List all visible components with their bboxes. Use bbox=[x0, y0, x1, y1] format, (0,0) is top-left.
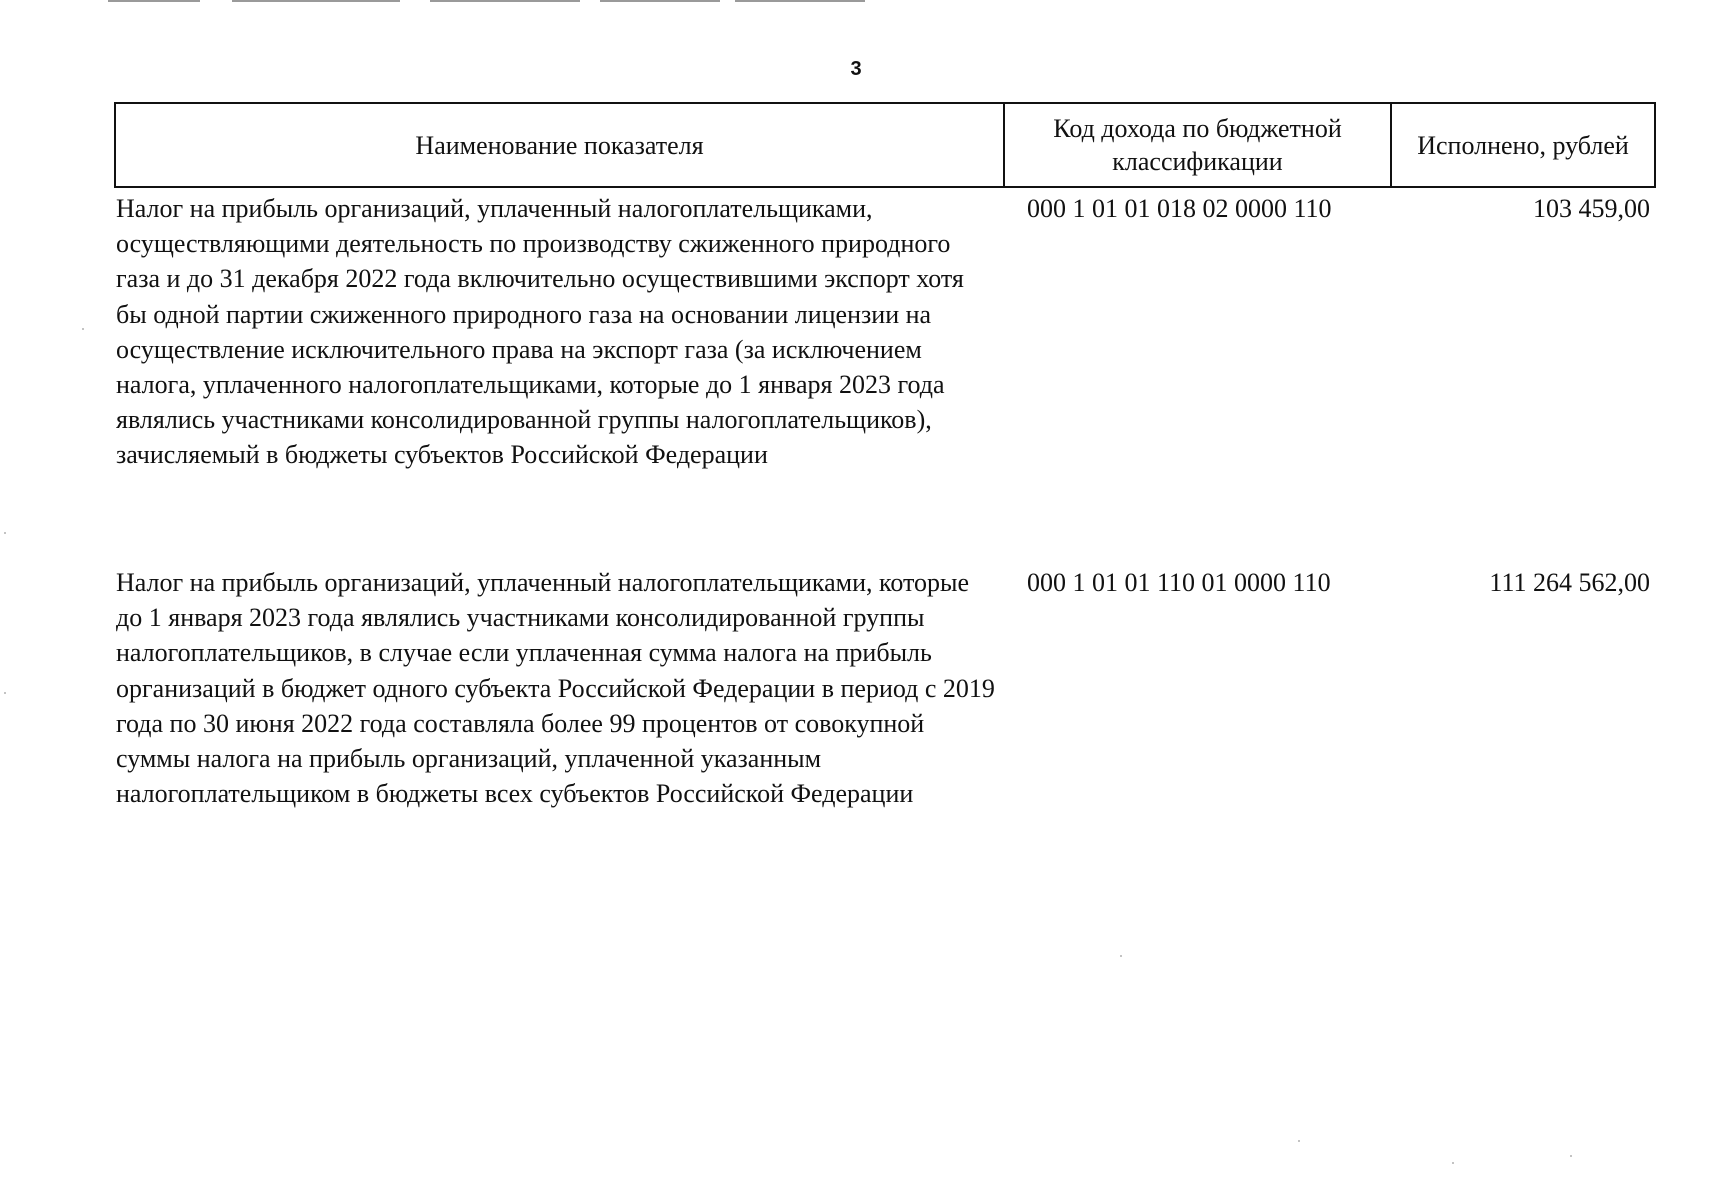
executed-amount-cell: 103 459,00 bbox=[1533, 194, 1650, 223]
header-indicator-name: Наименование показателя bbox=[116, 104, 1005, 186]
header-executed-rubles: Исполнено, рублей bbox=[1417, 130, 1629, 160]
header-income-code: Код дохода по бюджетной классификации bbox=[1005, 104, 1392, 186]
scan-artifact-line bbox=[108, 0, 200, 2]
scan-artifact-line bbox=[430, 0, 580, 2]
scan-speck bbox=[4, 532, 6, 534]
table-header bbox=[114, 102, 1656, 188]
executed-amount-cell: 111 264 562,00 bbox=[1489, 568, 1650, 597]
scan-speck bbox=[4, 692, 6, 694]
indicator-name-cell: Налог на прибыль организаций, уплаченный налогоплательщиками, которые до 1 января 2023 года являлись участниками консолидированной группы налогоплательщиков, в случае если уплаченная сумма налога на прибыль организаций в бюджет одного субъекта Российской Федерации в период с 2019 года по 30 июня 2022 года составляла более 99 процентов от совокупной суммы налога на прибыль организаций, уплаченной указанным налогоплательщиком в бюджеты всех субъектов Российской Федерации bbox=[116, 568, 995, 809]
income-code-cell: 000 1 01 01 018 02 0000 110 bbox=[1027, 194, 1332, 223]
income-code-cell: 000 1 01 01 110 01 0000 110 bbox=[1027, 568, 1331, 597]
scan-speck bbox=[82, 328, 84, 330]
scan-speck bbox=[1120, 955, 1122, 957]
scan-artifact-line bbox=[735, 0, 865, 2]
scan-speck bbox=[1452, 1162, 1454, 1164]
page-number: 3 bbox=[850, 58, 862, 80]
scan-speck bbox=[1298, 1140, 1300, 1142]
scan-artifact-line bbox=[600, 0, 720, 2]
scan-speck bbox=[1570, 1155, 1572, 1157]
scan-artifact-line bbox=[232, 0, 400, 2]
indicator-name-cell: Налог на прибыль организаций, уплаченный налогоплательщиками, осуществляющими деятельность по производству сжиженного природного газа и до 31 декабря 2022 года включительно осуществившими экспорт хотя бы одной партии сжиженного природного газа на основании лицензии на осуществление исключительного права на экспорт газа (за исключением налога, уплаченного налогоплательщиками, которые до 1 января 2023 года являлись участниками консолидированной группы налогоплательщиков), зачисляемый в бюджеты субъектов Российской Федерации bbox=[116, 194, 964, 470]
